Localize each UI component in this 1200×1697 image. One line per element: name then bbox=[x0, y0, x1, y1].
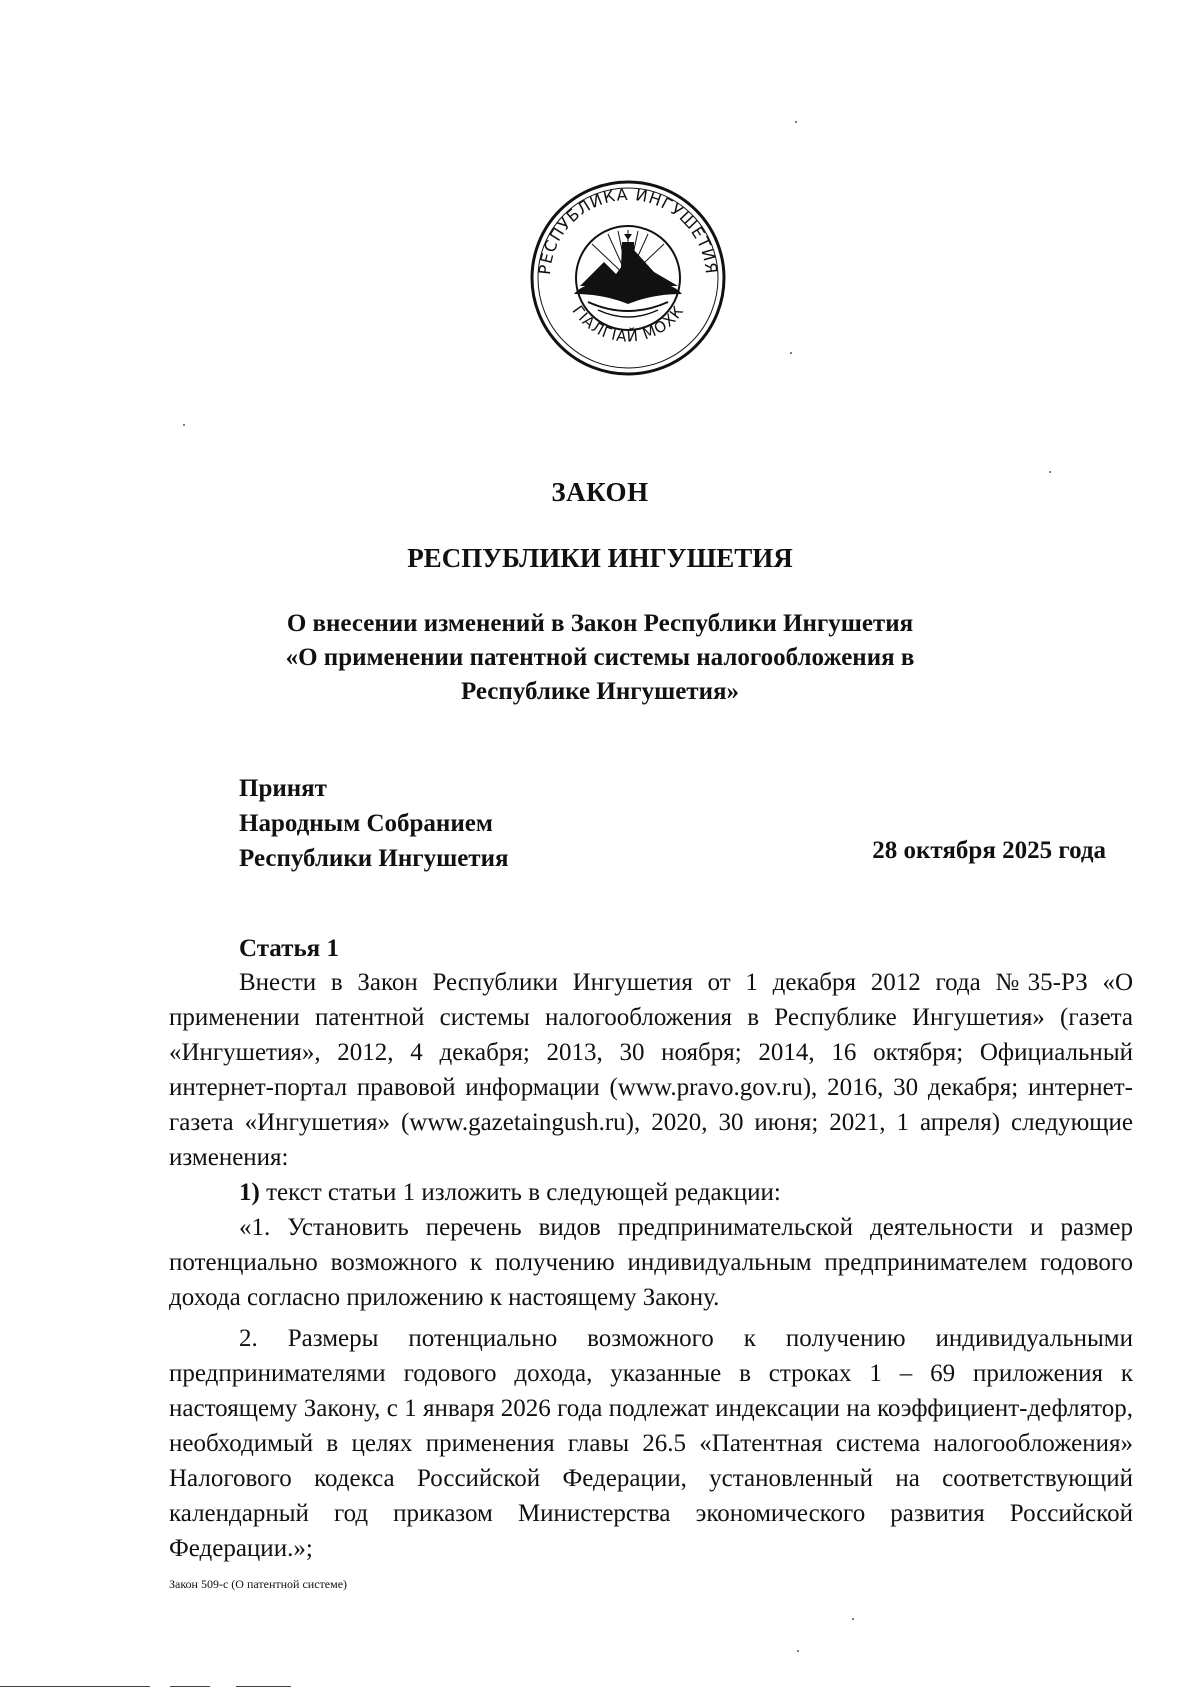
issuer-subtitle: РЕСПУБЛИКИ ИНГУШЕТИЯ bbox=[407, 543, 793, 573]
tower-icon bbox=[620, 242, 636, 294]
footer-note: Закон 509-с (О патентной системе) bbox=[169, 1577, 348, 1591]
adoption-block bbox=[239, 771, 509, 876]
article-body bbox=[169, 965, 1133, 1566]
item-1-paragraph bbox=[169, 1175, 1133, 1210]
scan-speck bbox=[795, 121, 797, 123]
article-intro-paragraph: Внести в Закон Республики Ингушетия от 1 декабря 2012 года №35-РЗ «О применении патентной системы налогообложения в Республике Ингушетия» (газета «Ингушетия», 2012, 4 декабря; 2013, 30 ноября; 2014, 16 октября; Официальный интернет-портал правовой информации (www.pravo.gov.ru), 2016, 30 декабря; интернет-газета «Ингушетия» (www.gazetaingush.ru), 2020, 30 июня; 2021, 1 апреля) следующие изменения: bbox=[169, 969, 1133, 1171]
scan-edge-line bbox=[170, 1686, 210, 1687]
subject-line-1: О внесении изменений в Закон Республики Ингушетия bbox=[286, 610, 914, 637]
item-1-text: текст статьи 1 изложить в следующей редакции: bbox=[266, 1179, 781, 1206]
article-heading: Статья 1 bbox=[239, 935, 339, 962]
adoption-line-1: Принят bbox=[239, 775, 327, 802]
amendment-paragraph-1: «1. Установить перечень видов предпринимательской деятельности и размер потенциально возможного к получению индивидуальным предпринимателем годового дохода согласно приложению к настоящему Закону. bbox=[169, 1214, 1133, 1311]
law-subject-heading bbox=[0, 607, 1200, 709]
scan-edge-line bbox=[0, 1686, 150, 1687]
scan-speck bbox=[183, 424, 185, 426]
scan-edge-line bbox=[236, 1686, 291, 1687]
seal-bottom-text: ГІАЛГІАЙ МОХК bbox=[568, 302, 688, 346]
scan-speck bbox=[852, 1618, 854, 1620]
republic-seal bbox=[528, 178, 728, 378]
document-type-title: ЗАКОН bbox=[551, 477, 649, 507]
amendment-paragraph-2: 2. Размеры потенциально возможного к получению индивидуальными предпринимателями годового дохода, указанные в строках 1 – 69 приложения к настоящему Закону, с 1 января 2026 года подлежат индексации на коэффициент-дефлятор, необходимый в целях применения главы 26.5 «Патентная система налогообложения» Налогового кодекса Российской Федерации, установленный на соответствующий календарный год приказом Министерства экономического развития Российской Федерации.»; bbox=[169, 1325, 1133, 1562]
adoption-line-2: Народным Собранием bbox=[239, 810, 493, 837]
adoption-date: 28 октября 2025 года bbox=[872, 837, 1106, 864]
scan-speck bbox=[790, 352, 792, 354]
adoption-line-3: Республики Ингушетия bbox=[239, 845, 509, 872]
subject-line-2: «О применении патентной системы налогообложения в bbox=[285, 644, 915, 671]
scan-speck bbox=[797, 1650, 799, 1652]
seal-top-text: РЕСПУБЛИКА ИНГУШЕТИЯ bbox=[534, 184, 722, 276]
subject-line-3: Республике Ингушетия» bbox=[460, 678, 740, 705]
item-1-number: 1) bbox=[239, 1179, 260, 1206]
scan-speck bbox=[1049, 471, 1051, 473]
